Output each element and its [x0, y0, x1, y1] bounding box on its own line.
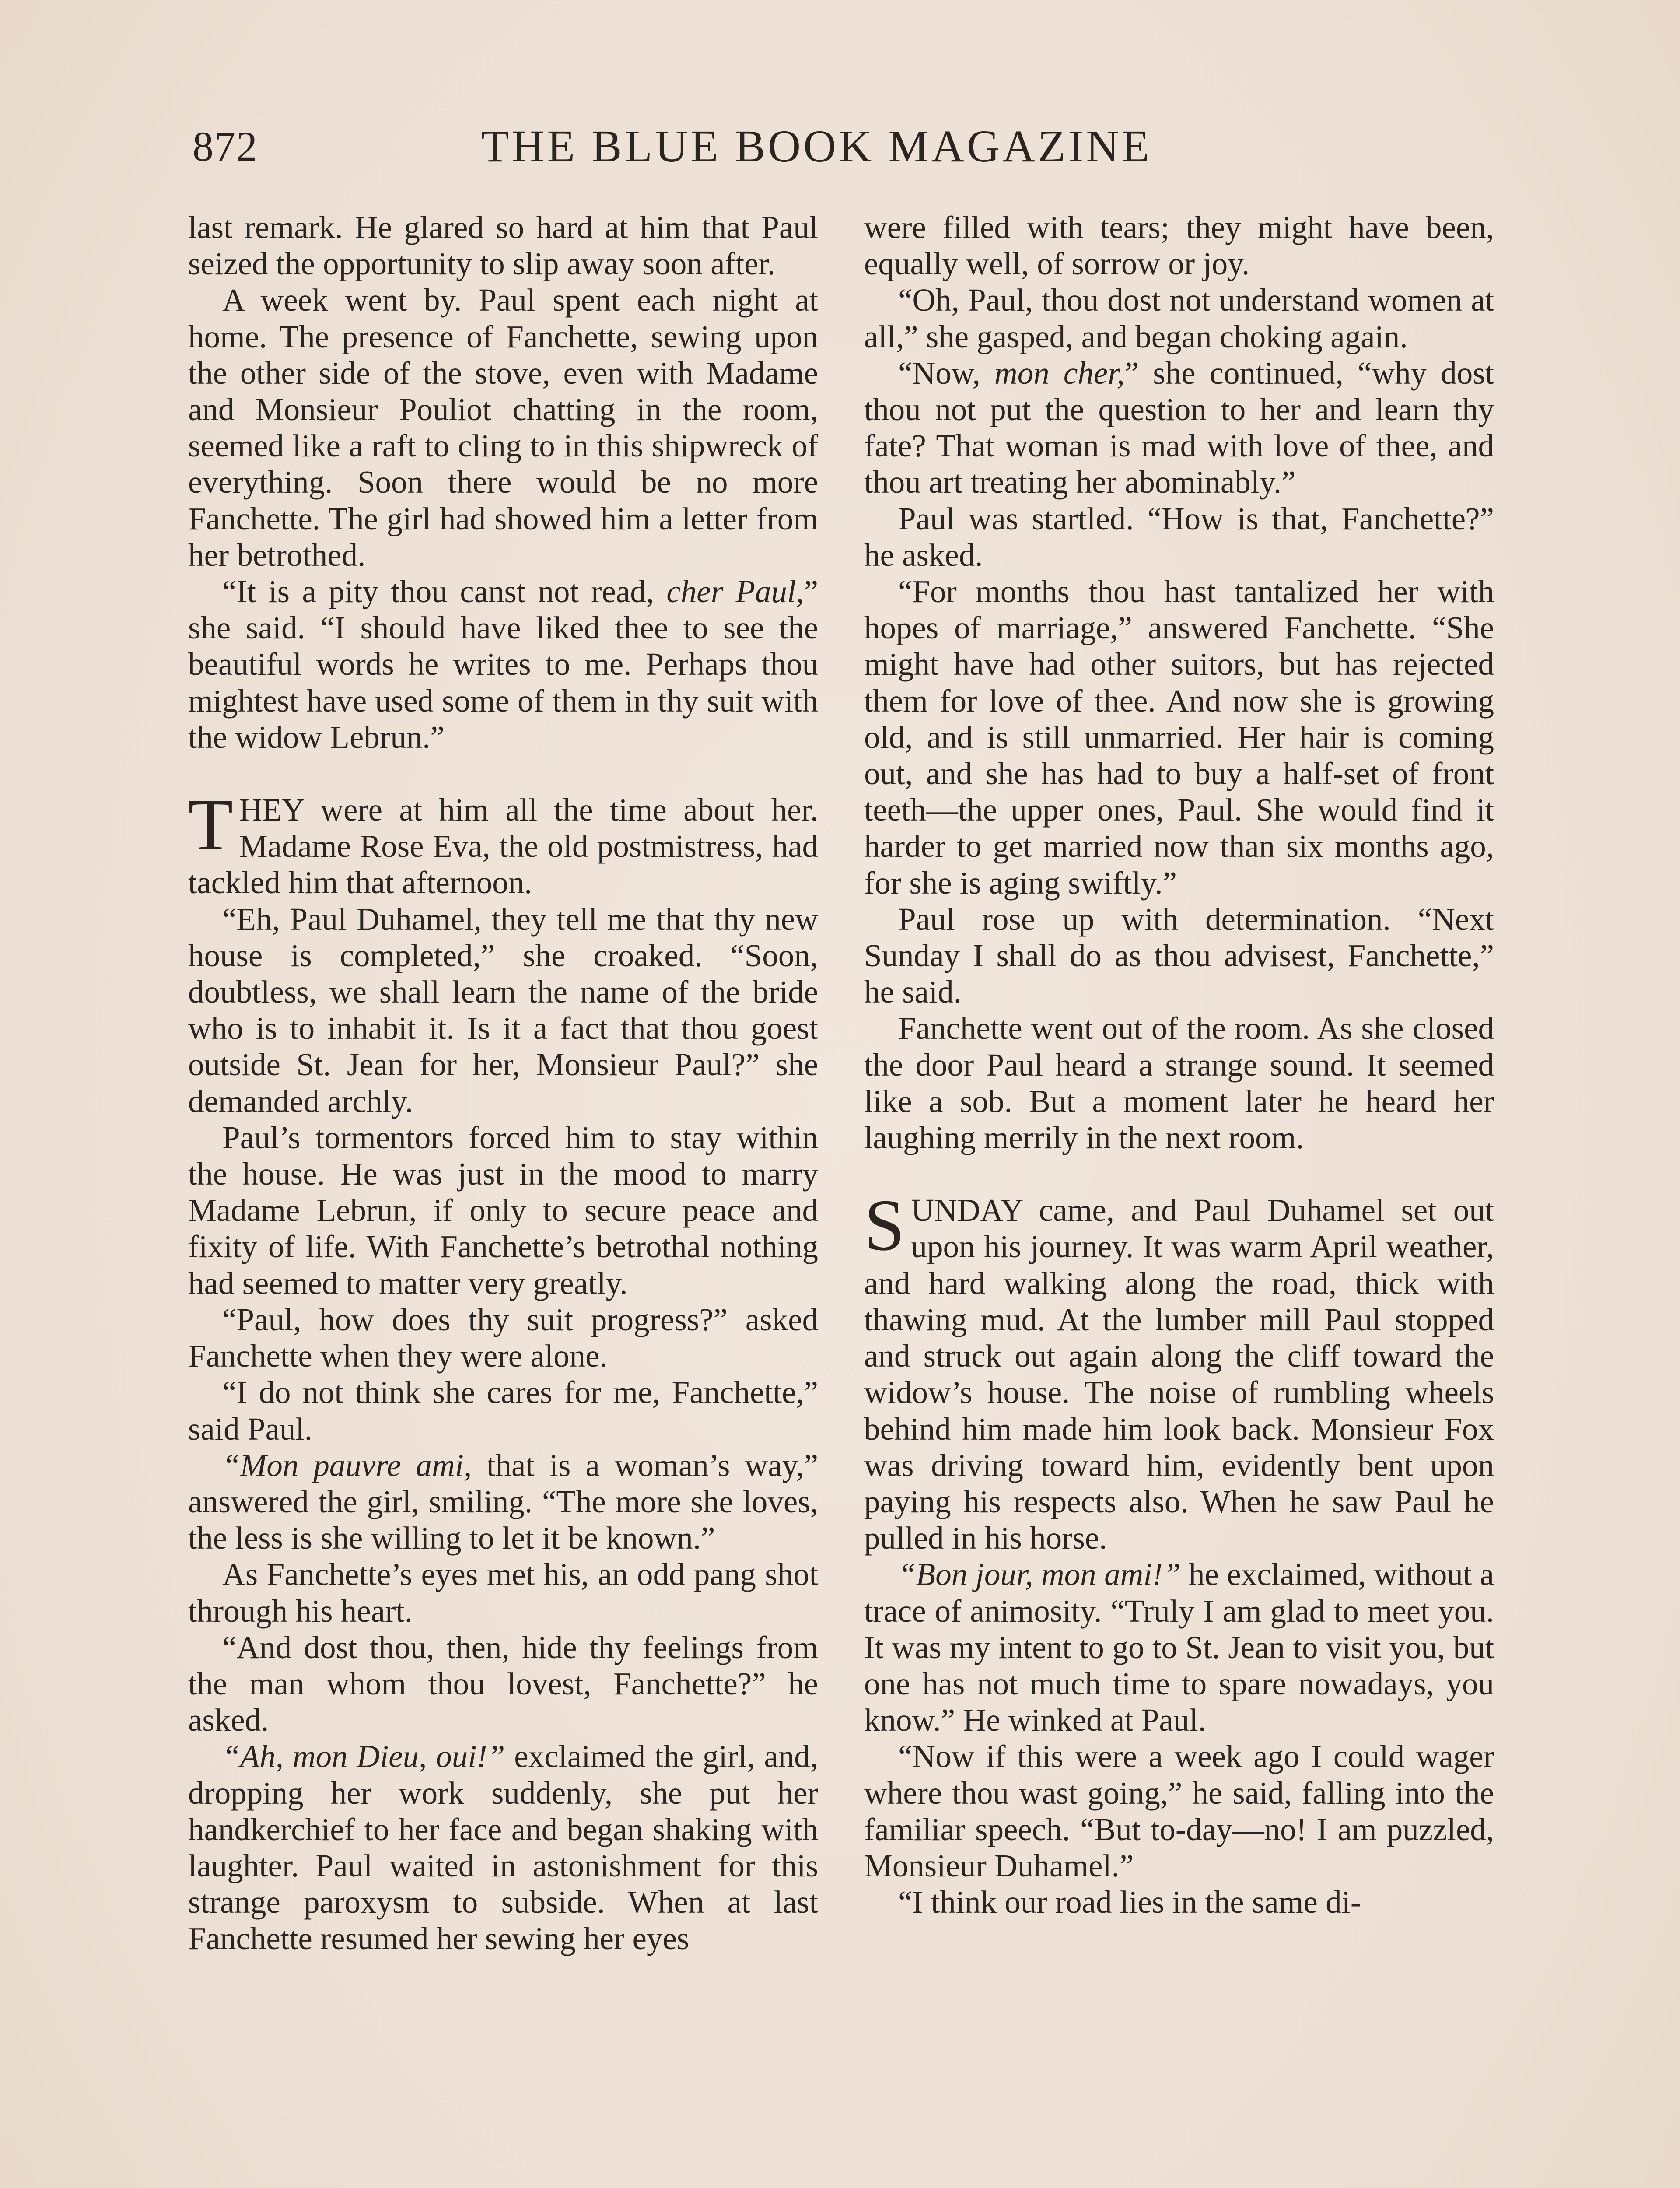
italic-text: “Ah, mon Dieu, oui!” [222, 1739, 505, 1774]
text-run: ” she said. “I should have liked thee to see the beautiful words he writes to me. Perhaps thou mightest have used some of them in thy suit with the widow Lebrun.” [188, 574, 818, 755]
text-run: exclaimed the girl, and, dropping her work suddenly, she put her handkerchief to her face and began shaking with laughter. Paul waited in astonishment for this strange paroxysm to subside. When at last Fanchette resumed her sewing her eyes [188, 1739, 819, 1957]
page-header [192, 118, 1479, 175]
text-run: SUNDAY came, and Paul Duhamel set out upon his journey. It was warm April weather, and hard walking along the road, thick with thawing mud. At the lumber mill Paul stopped and struck out again along the cliff toward the widow’s house. The noise of rumbling wheels behind him made him look back. Monsieur Fox was driving toward him, evidently bent upon paying his respects also. When he saw Paul he pulled in his horse. [864, 1185, 1494, 1556]
paragraph [188, 1374, 818, 1447]
text-run: ” she continued, “why dost thou not put the question to her and learn thy fate? That woman is mad with love of thee, and thou art treating her abominably.” [864, 355, 1494, 500]
paragraph [188, 1119, 818, 1301]
text-run: Paul rose up with determination. “Next Sunday I shall do as thou advisest, Fanchette,” he said. [864, 901, 1494, 1010]
text-run: “It is a pity thou canst not read, [222, 574, 667, 610]
paragraph [188, 1556, 818, 1629]
paragraph [188, 1629, 818, 1739]
paragraph [864, 1556, 1494, 1738]
paragraph [864, 209, 1494, 282]
text-run: THEY were at him all the time about her. Madame Rose Eva, the old postmistress, had tackled him that afternoon. [188, 784, 818, 901]
paragraph [864, 1884, 1494, 1920]
text-run: were filled with tears; they might have been, equally well, of sorrow or joy. [864, 210, 1494, 282]
paragraph [864, 901, 1494, 1010]
text-run: Paul’s tormentors forced him to stay within the house. He was just in the mood to marry Madame Lebrun, if only to secure peace and fixity of life. With Fanchette’s betrothal nothing had seemed to matter very greatly. [188, 1119, 818, 1301]
text-run: that is a woman’s way,” answered the girl, smiling. “The more she loves, the less is she willing to let it be known.” [188, 1447, 818, 1556]
text-run: “I think our road lies in the same di- [898, 1884, 1362, 1920]
paragraph [864, 501, 1494, 573]
text-run: “Eh, Paul Duhamel, they tell me that thy new house is completed,” she croaked. “Soon, doubtless, we shall learn the name of the bride who is to inhabit it. Is it a fact that thou goest outside St. Jean for her, Monsieur Paul?” she demanded archly. [188, 901, 818, 1119]
text-run: Fanchette went out of the room. As she closed the door Paul heard a strange sound. It seemed like a sob. But a moment later he heard her laughing merrily in the next room. [864, 1010, 1494, 1156]
paragraph [188, 1301, 818, 1374]
text-run: “Paul, how does thy suit progress?” asked Fanchette when they were alone. [188, 1301, 818, 1374]
text-run: last remark. He glared so hard at him that Paul seized the opportunity to slip away soon after. [188, 210, 818, 282]
paragraph [864, 282, 1494, 354]
italic-text: cher Paul, [666, 574, 804, 610]
paragraph [188, 1447, 818, 1557]
italic-text: mon cher, [994, 355, 1125, 391]
paragraph [188, 209, 818, 282]
running-title: THE BLUE BOOK MAGAZINE [481, 121, 1152, 172]
paragraph [864, 1185, 1494, 1556]
text-run: “Now, [898, 355, 994, 391]
paragraph [188, 901, 818, 1119]
text-run: Paul was startled. “How is that, Fanchette?” he asked. [864, 501, 1494, 573]
left-column [188, 209, 818, 1957]
text-run: “Now if this were a week ago I could wager where thou wast going,” he said, falling into the familiar speech. “But to-day—no! I am puzzled, Monsieur Duhamel.” [864, 1739, 1494, 1883]
text-run: “Oh, Paul, thou dost not understand women at all,” she gasped, and began choking again. [864, 282, 1494, 354]
page-number: 872 [192, 123, 258, 170]
paragraph [864, 355, 1494, 501]
paragraph [864, 573, 1494, 901]
paragraph [188, 1738, 818, 1957]
text-run: “I do not think she cares for me, Fanchette,” said Paul. [188, 1375, 818, 1447]
text-run: As Fanchette’s eyes met his, an odd pang shot through his heart. [188, 1557, 818, 1629]
paragraph [188, 784, 818, 901]
italic-text: “Bon jour, mon ami!” [898, 1557, 1181, 1592]
italic-text: “Mon pauvre ami, [222, 1447, 472, 1483]
paragraph [864, 1738, 1494, 1884]
paragraph [188, 573, 818, 755]
paragraph [864, 1010, 1494, 1156]
text-run: he exclaimed, without a trace of animosity. “Truly I am glad to meet you. It was my intent to go to St. Jean to visit you, but one has not much time to spare nowadays, you know.” He winked at Paul. [864, 1557, 1494, 1738]
text-run: “And dost thou, then, hide thy feelings from the man whom thou lovest, Fanchette?” he asked. [188, 1629, 818, 1738]
paragraph [188, 282, 818, 573]
text-run: A week went by. Paul spent each night at home. The presence of Fanchette, sewing upon the other side of the stove, even with Madame and Monsieur Pouliot chatting in the room, seemed like a raft to cling to in this shipwreck of everything. Soon there would be no more Fanchette. The girl had showed him a letter from her betrothed. [188, 282, 818, 573]
right-column [864, 209, 1494, 1920]
text-run: “For months thou hast tantalized her with hopes of marriage,” answered Fanchette. “She might have had other suitors, but has rejected them for love of thee. And now she is growing old, and is still unmarried. Her hair is coming out, and she has had to buy a half-set of front teeth—the upper ones, Paul. She would find it harder to get married now than six months ago, for she is aging swiftly.” [864, 574, 1494, 901]
